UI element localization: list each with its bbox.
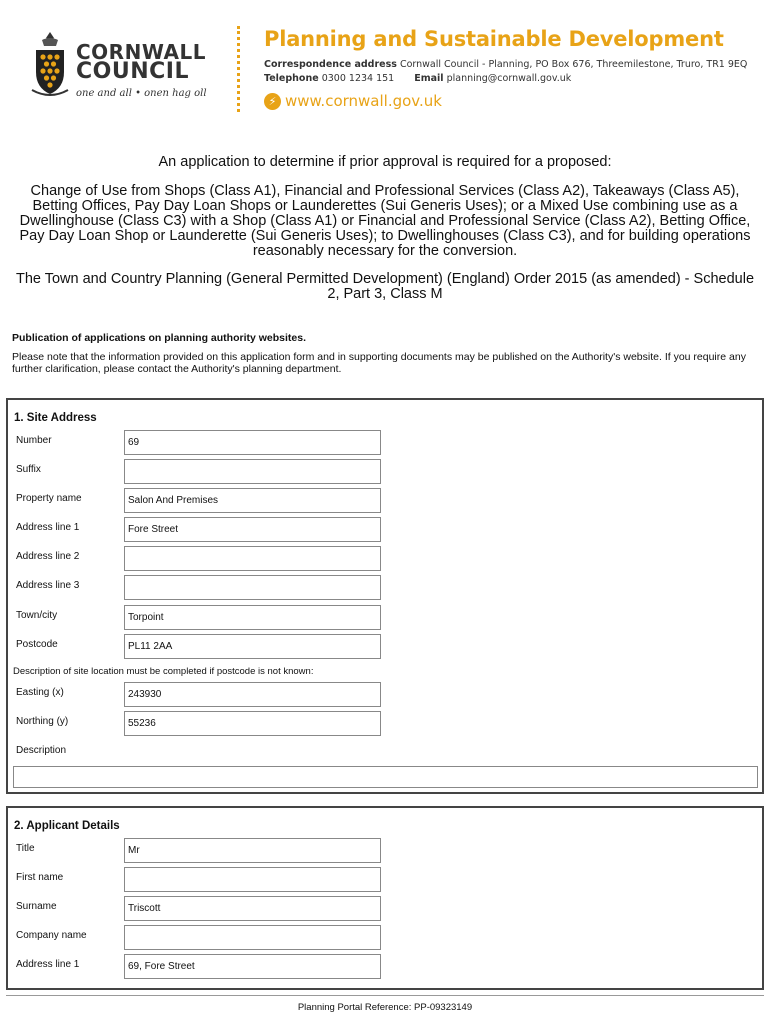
section-title: 2. Applicant Details <box>14 820 120 832</box>
suffix-field[interactable] <box>124 459 381 484</box>
suffix-label: Suffix <box>16 464 41 475</box>
publication-note: Please note that the information provided on this application form and in supporting documents may be published on the Authority's website. If you require any further clarification, please contact the Authority's planning department. <box>12 351 746 375</box>
northing-label: Northing (y) <box>16 716 69 727</box>
section-title: 1. Site Address <box>14 412 97 424</box>
title-label: Title <box>16 843 35 854</box>
address-line-2-field[interactable] <box>124 546 381 571</box>
header-divider <box>237 26 240 112</box>
company-name-field[interactable] <box>124 925 381 950</box>
council-motto: one and all • onen hag oll <box>76 88 207 99</box>
postcode-label: Postcode <box>16 639 58 650</box>
property-name-field[interactable]: Salon And Premises <box>124 488 381 513</box>
number-label: Number <box>16 435 52 446</box>
intro-legislation: The Town and Country Planning (General Permitted Development) (England) Order 2015 (as amended) - Schedule 2, Part 3, Class M <box>15 271 755 302</box>
portal-reference: Planning Portal Reference: PP-09323149 <box>297 1002 473 1013</box>
applicant-details-section <box>6 806 764 990</box>
footer-divider <box>6 995 764 996</box>
surname-field[interactable]: Triscott <box>124 896 381 921</box>
council-crest-icon <box>30 30 70 102</box>
site-address-section <box>6 398 764 794</box>
intro-description: Change of Use from Shops (Class A1), Financial and Professional Services (Class A2), Takeaways (Class A5), Betting Offices, Pay Day Loan Shops or Launderettes (Sui Generis Uses); or a Mixed Use combining use as a Dwellinghouse (Class C3) with a Shop (Class A1) or Financial and Professional Service (Class A2), Betting Office, Pay Day Loan Shop or Launderette (Sui Generis Uses); to Dwellinghouses (Class C3), and for building operations reasonably necessary for the conversion. <box>19 183 751 259</box>
globe-icon: ⚡ <box>264 93 281 110</box>
address-line-3-label: Address line 3 <box>16 580 80 591</box>
easting-field[interactable]: 243930 <box>124 682 381 707</box>
address-line-1-label: Address line 1 <box>16 522 80 533</box>
easting-label: Easting (x) <box>16 687 64 698</box>
contact-details: Correspondence address Cornwall Council - Planning, PO Box 676, Threemilestone, Truro, TR1 9EQ Telephone 0300 1234 151 Email planning@cornwall.gov.uk <box>264 59 748 84</box>
applicant-address-line-1-field[interactable]: 69, Fore Street <box>124 954 381 979</box>
council-name: CORNWALL COUNCIL <box>76 40 206 84</box>
first-name-label: First name <box>16 872 64 883</box>
publication-heading: Publication of applications on planning authority websites. <box>12 332 307 344</box>
town-label: Town/city <box>16 610 58 621</box>
postcode-field[interactable]: PL11 2AA <box>124 634 381 659</box>
address-line-1-field[interactable]: Fore Street <box>124 517 381 542</box>
description-field[interactable] <box>13 766 758 788</box>
surname-label: Surname <box>16 901 57 912</box>
address-line-2-label: Address line 2 <box>16 551 80 562</box>
website-link[interactable]: ⚡ www.cornwall.gov.uk <box>264 92 442 110</box>
location-note: Description of site location must be completed if postcode is not known: <box>13 666 314 677</box>
first-name-field[interactable] <box>124 867 381 892</box>
title-field[interactable]: Mr <box>124 838 381 863</box>
applicant-address-line-1-label: Address line 1 <box>16 959 80 970</box>
department-title: Planning and Sustainable Development <box>264 27 724 51</box>
address-line-3-field[interactable] <box>124 575 381 600</box>
town-field[interactable]: Torpoint <box>124 605 381 630</box>
intro-heading: An application to determine if prior approval is required for a proposed: <box>158 154 612 170</box>
northing-field[interactable]: 55236 <box>124 711 381 736</box>
council-logo <box>30 30 230 110</box>
description-label: Description <box>16 745 67 756</box>
property-name-label: Property name <box>16 493 82 504</box>
company-name-label: Company name <box>16 930 87 941</box>
number-field[interactable]: 69 <box>124 430 381 455</box>
